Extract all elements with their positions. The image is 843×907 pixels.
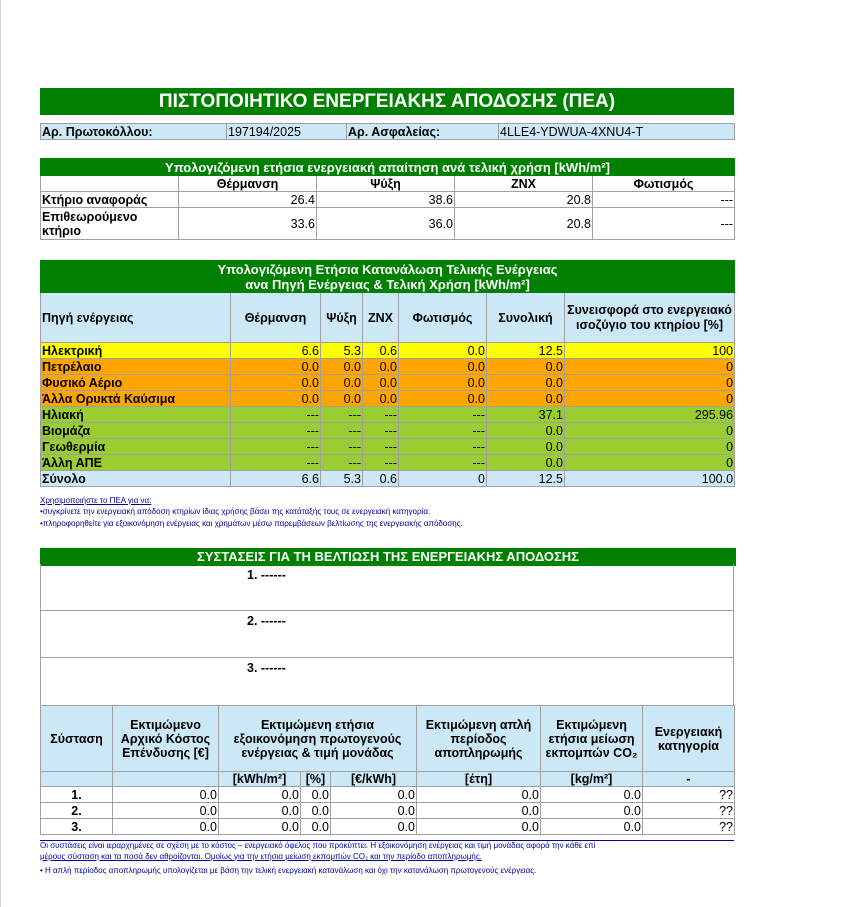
cell: 0.0 <box>301 803 331 819</box>
demand-col-lighting: Φωτισμός <box>593 176 735 192</box>
divider <box>41 657 733 658</box>
row-label: Ηλεκτρική <box>41 343 231 359</box>
cell: ?? <box>643 803 735 819</box>
cost-row <box>41 803 735 819</box>
row-label: Βιομάζα <box>41 423 231 439</box>
cell: --- <box>231 423 321 439</box>
row-label: Ηλιακή <box>41 407 231 423</box>
page-edge <box>0 0 1 907</box>
cell: 37.1 <box>487 407 565 423</box>
consumption-row-biomass <box>41 423 735 439</box>
cell: 0.0 <box>417 803 541 819</box>
cell: 0 <box>565 439 735 455</box>
demand-cell: 20.8 <box>455 192 593 208</box>
recommendations-box <box>40 564 734 707</box>
demand-row <box>41 192 735 208</box>
unit-empty <box>41 772 113 787</box>
cost-row-label: 2. <box>41 803 113 819</box>
cell: 0.0 <box>231 391 321 407</box>
cell: --- <box>399 407 487 423</box>
cell: --- <box>231 455 321 471</box>
cell: --- <box>321 423 363 439</box>
insurance-value: 4LLE4-YDWUA-4XNU4-T <box>499 124 735 140</box>
unit-kwh: [kWh/m²] <box>219 772 301 787</box>
cell: 0.0 <box>331 787 417 803</box>
row-label: Πετρέλαιο <box>41 359 231 375</box>
consumption-header-line2: ανα Πηγή Ενέργειας & Τελική Χρήση [kWh/m²] <box>245 276 530 292</box>
cost-row-label: 3. <box>41 819 113 835</box>
cell: 6.6 <box>231 471 321 487</box>
cell: 0.0 <box>417 819 541 835</box>
cell: 0.6 <box>363 343 399 359</box>
cell: 0.0 <box>321 391 363 407</box>
footnote-line3: • Η απλή περίοδος αποπληρωμής υπολογίζεται με βάση την τελική ενεργειακή κατανάλωση και όχι την κατανάλωση πρωτογενούς ενέργειας. <box>40 866 537 875</box>
cell: 0.0 <box>487 375 565 391</box>
cell: 6.6 <box>231 343 321 359</box>
col-lighting: Φωτισμός <box>399 293 487 343</box>
col-cost: Εκτιμώμενο Αρχικό Κόστος Επένδυσης [€] <box>113 706 219 772</box>
notes-line1: •συγκρίνετε την ενεργειακή απόδοση κτηρίων ίδιας χρήσης βάσει της κατάταξής τους σε ενεργειακή κατηγορία. <box>40 507 431 516</box>
cell: 0.0 <box>487 455 565 471</box>
demand-col-cooling: Ψύξη <box>317 176 455 192</box>
cell: 0 <box>565 391 735 407</box>
cell: 12.5 <box>487 343 565 359</box>
demand-header: Υπολογιζόμενη ετήσια ενεργειακή απαίτηση ανά τελική χρήση [kWh/m²] <box>41 159 735 176</box>
consumption-row-gas <box>41 375 735 391</box>
cell: 0.6 <box>363 471 399 487</box>
consumption-header <box>41 261 735 293</box>
consumption-row-solar <box>41 407 735 423</box>
col-payback: Εκτιμώμενη απλή περίοδος αποπληρωμής <box>417 706 541 772</box>
cell: 0.0 <box>113 819 219 835</box>
demand-table <box>40 158 735 240</box>
cell: 0 <box>565 375 735 391</box>
cell: 0.0 <box>113 787 219 803</box>
cell: 5.3 <box>321 343 363 359</box>
cell: 0.0 <box>399 375 487 391</box>
recommendation-item: 3. ------ <box>247 661 286 675</box>
cell: 0.0 <box>487 423 565 439</box>
unit-pct: [%] <box>301 772 331 787</box>
cell: 0 <box>565 455 735 471</box>
protocol-value: 197194/2025 <box>227 124 347 140</box>
protocol-label: Αρ. Πρωτοκόλλου: <box>41 124 227 140</box>
consumption-row-total <box>41 471 735 487</box>
cell: 0 <box>399 471 487 487</box>
demand-row-label: Επιθεωρούμενο κτήριο <box>41 208 179 240</box>
col-cooling: Ψύξη <box>321 293 363 343</box>
cell: --- <box>321 439 363 455</box>
col-savings: Εκτιμώμενη ετήσια εξοικονόμηση πρωτογενούς ενέργειας & τιμή μονάδας <box>219 706 417 772</box>
demand-row <box>41 208 735 240</box>
cell: --- <box>399 455 487 471</box>
col-total: Συνολική <box>487 293 565 343</box>
row-label: Γεωθερμία <box>41 439 231 455</box>
cell: --- <box>363 439 399 455</box>
cell: 0.0 <box>541 803 643 819</box>
footnote-line1: Οι συστάσεις είναι ιεραρχημένες σε σχέση με το κόστος – ενεργειακό όφελος που προκύπτει. Η εξοικονόμηση ενέργειας και τιμή μονάδας αφορά την κάθε επί <box>40 840 734 850</box>
demand-col-heating: Θέρμανση <box>179 176 317 192</box>
cell: 0.0 <box>417 787 541 803</box>
unit-kg: [kg/m²] <box>541 772 643 787</box>
unit-empty <box>113 772 219 787</box>
consumption-table <box>40 260 735 487</box>
demand-cell: --- <box>593 192 735 208</box>
cell: 0.0 <box>331 819 417 835</box>
cell: 100.0 <box>565 471 735 487</box>
cell: ?? <box>643 787 735 803</box>
cell: 12.5 <box>487 471 565 487</box>
divider <box>41 610 733 611</box>
cell: 0.0 <box>399 391 487 407</box>
unit-eur: [€/kWh] <box>331 772 417 787</box>
demand-cell: 33.6 <box>179 208 317 240</box>
consumption-header-line1: Υπολογιζόμενη Ετήσια Κατανάλωση Τελικής Ενέργειας <box>217 261 558 277</box>
footnote-line2: μέρους σύσταση και τα ποσά δεν αθροίζονται. Ομοίως για την ετήσια μείωση εκπομπών CO₂ και την περίοδο αποπληρωμής. <box>40 852 482 861</box>
row-label: Σύνολο <box>41 471 231 487</box>
recommendation-item: 2. ------ <box>247 614 286 628</box>
cell: --- <box>363 455 399 471</box>
cell: 0.0 <box>487 391 565 407</box>
col-source: Πηγή ενέργειας <box>41 293 231 343</box>
col-recommendation: Σύσταση <box>41 706 113 772</box>
consumption-row-fossil <box>41 391 735 407</box>
cell: --- <box>399 423 487 439</box>
recommendation-item: 1. ------ <box>247 568 286 582</box>
page-title: ΠΙΣΤΟΠΟΙΗΤΙΚΟ ΕΝΕΡΓΕΙΑΚΗΣ ΑΠΟΔΟΣΗΣ (ΠΕΑ) <box>40 88 734 115</box>
cell: 0.0 <box>331 803 417 819</box>
row-label: Φυσικό Αέριο <box>41 375 231 391</box>
consumption-row-geothermal <box>41 439 735 455</box>
cell: 0.0 <box>301 787 331 803</box>
cell: 0.0 <box>363 375 399 391</box>
cell: 0.0 <box>321 359 363 375</box>
cell: 0.0 <box>321 375 363 391</box>
unit-dash: - <box>643 772 735 787</box>
cell: 0.0 <box>231 375 321 391</box>
notes-heading: Χρησιμοποιήστε το ΠΕΑ για να: <box>40 496 152 505</box>
cost-row <box>41 787 735 803</box>
cell: 0.0 <box>399 359 487 375</box>
col-category: Ενεργειακή κατηγορία <box>643 706 735 772</box>
cell: 0.0 <box>363 359 399 375</box>
demand-cell: 38.6 <box>317 192 455 208</box>
cell: 0.0 <box>363 391 399 407</box>
cell: 100 <box>565 343 735 359</box>
cost-row-label: 1. <box>41 787 113 803</box>
demand-col-dhw: ΖΝΧ <box>455 176 593 192</box>
cell: 0.0 <box>399 343 487 359</box>
demand-corner <box>41 176 179 192</box>
cell: --- <box>231 439 321 455</box>
cell: 0.0 <box>301 819 331 835</box>
col-contribution: Συνεισφορά στο ενεργειακό ισοζύγιο του κτηρίου [%] <box>565 293 735 343</box>
cell: --- <box>321 455 363 471</box>
cell: 0 <box>565 359 735 375</box>
cell: ?? <box>643 819 735 835</box>
row-label: Άλλα Ορυκτά Καύσιμα <box>41 391 231 407</box>
cost-table <box>40 705 735 835</box>
cell: --- <box>363 407 399 423</box>
cell: 0.0 <box>487 439 565 455</box>
cell: 0.0 <box>231 359 321 375</box>
cell: 0.0 <box>219 803 301 819</box>
cell: 0.0 <box>541 787 643 803</box>
row-label: Άλλη ΑΠΕ <box>41 455 231 471</box>
cell: 0 <box>565 423 735 439</box>
demand-row-label: Κτήριο αναφοράς <box>41 192 179 208</box>
notes-line2: •πληροφορηθείτε για εξοικονόμηση ενέργειας και χρημάτων μέσω παρεμβάσεων βελτίωσης της ενεργειακής απόδοσης. <box>40 519 463 528</box>
cell: --- <box>363 423 399 439</box>
cell: 0.0 <box>541 819 643 835</box>
cell: --- <box>321 407 363 423</box>
col-dhw: ΖΝΧ <box>363 293 399 343</box>
cell: 0.0 <box>487 359 565 375</box>
demand-cell: 26.4 <box>179 192 317 208</box>
cell: 0.0 <box>219 819 301 835</box>
demand-cell: 36.0 <box>317 208 455 240</box>
consumption-row-other-res <box>41 455 735 471</box>
consumption-row-oil <box>41 359 735 375</box>
col-heating: Θέρμανση <box>231 293 321 343</box>
insurance-label: Αρ. Ασφαλείας: <box>347 124 499 140</box>
consumption-row-electric <box>41 343 735 359</box>
col-co2: Εκτιμώμενη ετήσια μείωση εκπομπών CO₂ <box>541 706 643 772</box>
recommendations-header: ΣΥΣΤΑΣΕΙΣ ΓΙΑ ΤΗ ΒΕΛΤΙΩΣΗ ΤΗΣ ΕΝΕΡΓΕΙΑΚΗΣ ΑΠΟΔΟΣΗΣ <box>40 548 736 566</box>
unit-years: [έτη] <box>417 772 541 787</box>
demand-cell: --- <box>593 208 735 240</box>
cost-row <box>41 819 735 835</box>
cell: --- <box>399 439 487 455</box>
cell: 0.0 <box>219 787 301 803</box>
protocol-table <box>40 123 735 140</box>
cell: 295.96 <box>565 407 735 423</box>
cell: --- <box>231 407 321 423</box>
cell: 0.0 <box>113 803 219 819</box>
cell: 5.3 <box>321 471 363 487</box>
demand-cell: 20.8 <box>455 208 593 240</box>
